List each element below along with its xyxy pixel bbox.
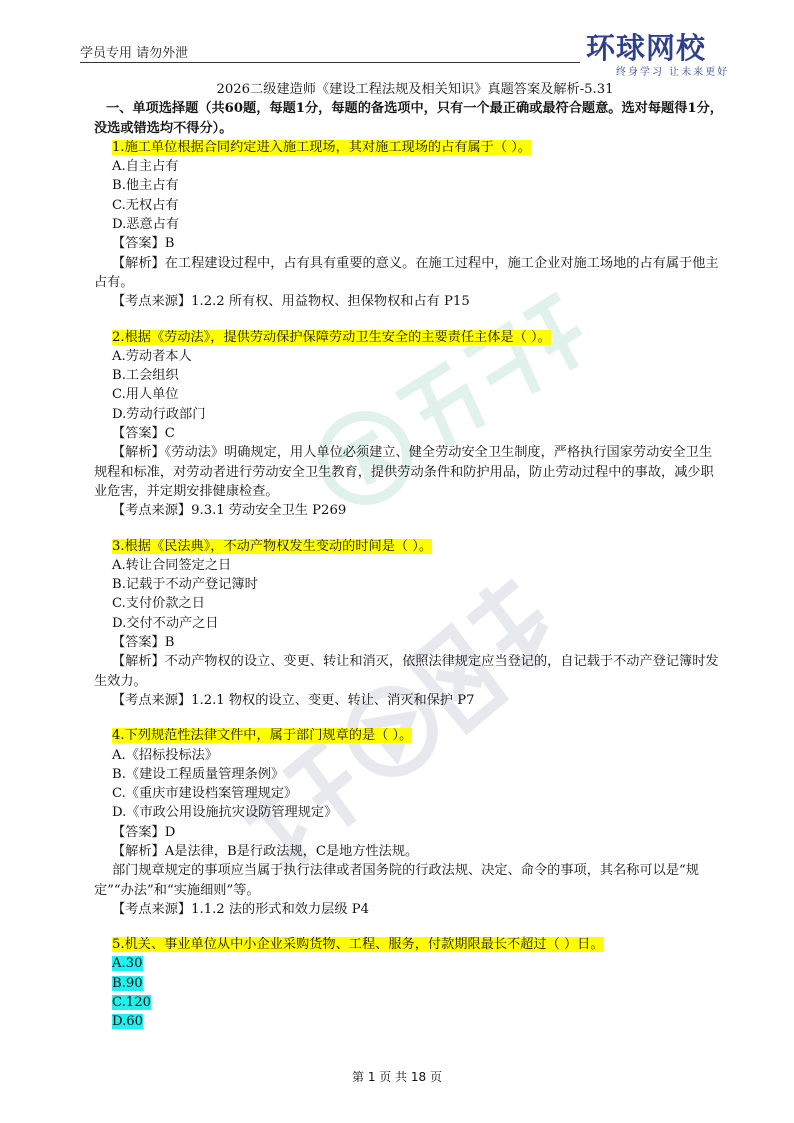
section-heading: 一、单项选择题（共60题，每题1分，每题的备选项中，只有一个最正确或最符合题意。选对每题得1分，没选或错选均不得分）。: [94, 101, 723, 136]
option-a: A.自主占有: [112, 159, 179, 175]
source-line: 【考点来源】1.2.1 物权的设立、变更、转让、消灭和保护 P7: [112, 692, 475, 708]
question-4: [94, 726, 724, 919]
question-5: [94, 935, 724, 1031]
question-stem: 1.施工单位根据合同约定进入施工现场，其对施工现场的占有属于（ ）。: [112, 139, 531, 155]
option-b: B.90: [112, 975, 143, 991]
answer-line: 【答案】D: [112, 824, 176, 840]
source-line: 【考点来源】1.2.2 所有权、用益物权、担保物权和占有 P15: [112, 294, 470, 310]
option-b: B.《建设工程质量管理条例》: [112, 766, 285, 782]
answer-line: 【答案】C: [112, 426, 175, 442]
option-c: C.120: [112, 995, 151, 1011]
question-2: [94, 328, 724, 521]
option-b: B.他主占有: [112, 178, 179, 194]
logo-slogan: 终身学习 让未来更好: [616, 67, 730, 78]
question-stem: 3.根据《民法典》，不动产物权发生变动的时间是（ ）。: [112, 538, 433, 554]
option-c: C.无权占有: [112, 197, 179, 213]
option-d: D.交付不动产之日: [112, 615, 219, 631]
analysis-paragraph: 【解析】A是法律，B是行政法规，C是地方性法规。: [112, 843, 419, 859]
option-c: C.支付价款之日: [112, 596, 205, 612]
source-line: 【考点来源】1.1.2 法的形式和效力层级 P4: [112, 901, 370, 917]
question-stem: 2.根据《劳动法》，提供劳动保护保障劳动卫生安全的主要责任主体是（ ）。: [112, 329, 551, 345]
page-number: 第 1 页 共 18 页: [352, 1070, 442, 1084]
option-a: A.《招标投标法》: [112, 747, 219, 763]
analysis-paragraph: 【解析】《劳动法》明确规定，用人单位必须建立、健全劳动安全卫生制度，严格执行国家劳动安全卫生规程和标准，对劳动者进行劳动安全卫生教育，提供劳动条件和防护用品，防止劳动过程中的事故，减少职业危害，并定期安排健康检查。: [94, 445, 714, 499]
answer-line: 【答案】B: [112, 236, 175, 252]
option-a: A.劳动者本人: [112, 348, 192, 364]
option-d: D.恶意占有: [112, 217, 180, 233]
option-b: B.工会组织: [112, 368, 179, 384]
source-line: 【考点来源】9.3.1 劳动安全卫生 P269: [112, 503, 347, 519]
brand-logo: [586, 26, 736, 78]
option-a: A.转让合同签定之日: [112, 557, 232, 573]
option-d: D.60: [112, 1014, 144, 1030]
document-body: [94, 80, 724, 1032]
document-title: 2026二级建造师《建设工程法规及相关知识》真题答案及解析-5.31: [216, 82, 614, 97]
option-c: C.用人单位: [112, 387, 179, 403]
header-divider: [80, 62, 580, 63]
header-left-text: 学员专用 请勿外泄: [80, 46, 189, 61]
option-c: C.《重庆市建设档案管理规定》: [112, 786, 298, 802]
answer-line: 【答案】B: [112, 635, 175, 651]
analysis-paragraph: 【解析】在工程建设过程中，占有具有重要的意义。在施工过程中，施工企业对施工场地的占有属于他主占有。: [94, 255, 719, 290]
option-b: B.记载于不动产登记簿时: [112, 577, 258, 593]
option-d: D.劳动行政部门: [112, 406, 206, 422]
question-stem: 5.机关、事业单位从中小企业采购货物、工程、服务，付款期限最长不超过（ ）日。: [112, 937, 604, 953]
question-stem: 4.下列规范性法律文件中，属于部门规章的是（ ）。: [112, 728, 413, 744]
option-d: D.《市政公用设施抗灾设防管理规定》: [112, 805, 338, 821]
analysis-paragraph: 部门规章规定的事项应当属于执行法律或者国务院的行政法规、决定、命令的事项，其名称可以是“规定”“办法”和“实施细则”等。: [94, 863, 699, 898]
question-3: [94, 537, 724, 711]
logo-text: 环球网校: [586, 31, 707, 65]
analysis-paragraph: 【解析】不动产物权的设立、变更、转让和消灭，依照法律规定应当登记的，自记载于不动产登记簿时发生效力。: [94, 654, 719, 689]
question-1: [94, 138, 724, 312]
option-a: A.30: [112, 956, 143, 972]
